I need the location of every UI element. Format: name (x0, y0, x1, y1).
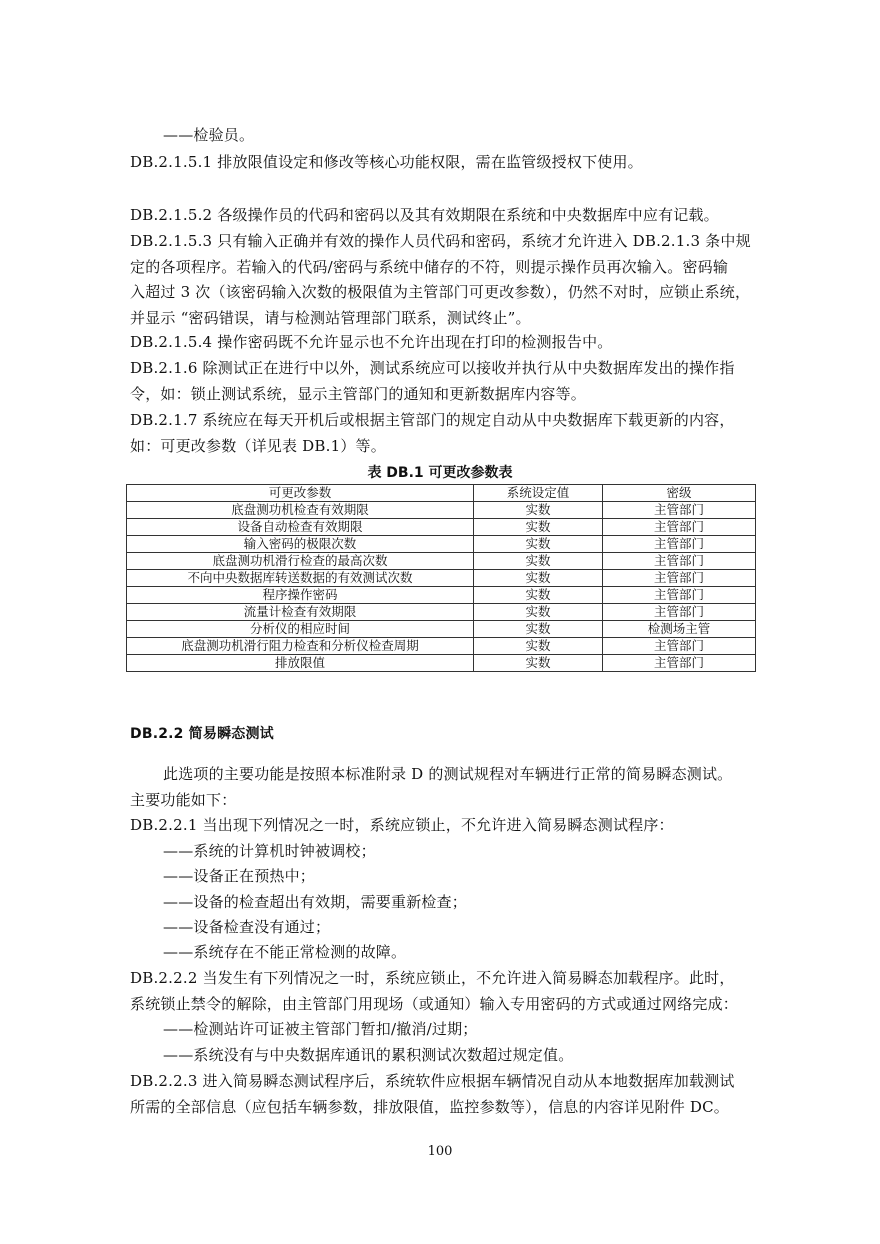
table-cell: 底盘测功机滑行阻力检查和分析仪检查周期 (127, 638, 474, 655)
paragraph-line: DB.2.2.1 当出现下列情况之一时，系统应锁止，不允许进入简易瞬态测试程序： (130, 816, 674, 834)
paragraph-line: 如：可更改参数（详见表 DB.1）等。 (130, 437, 386, 455)
table-cell: 底盘测功机滑行检查的最高次数 (127, 553, 474, 570)
table-cell: 主管部门 (603, 519, 756, 536)
table-cell: 主管部门 (603, 604, 756, 621)
parameters-table (126, 484, 756, 672)
table-row (127, 638, 756, 655)
table-cell: 实数 (474, 502, 603, 519)
table-cell: 实数 (474, 570, 603, 587)
table-cell: 主管部门 (603, 587, 756, 604)
table-cell: 实数 (474, 553, 603, 570)
table-row (127, 604, 756, 621)
list-item: ——系统的计算机时钟被调校； (163, 842, 376, 860)
table-row (127, 553, 756, 570)
paragraph-line: 主要功能如下： (130, 791, 237, 809)
table-cell: 主管部门 (603, 638, 756, 655)
section-heading: DB.2.2 简易瞬态测试 (130, 726, 274, 742)
table-cell: 检测场主管 (603, 621, 756, 638)
table-cell: 程序操作密码 (127, 587, 474, 604)
table-cell: 流量计检查有效期限 (127, 604, 474, 621)
table-cell: 实数 (474, 587, 603, 604)
paragraph-line: 入超过 3 次（该密码输入次数的极限值为主管部门可更改参数），仍然不对时，应锁止系统， (130, 283, 751, 301)
list-item: ——系统没有与中央数据库通讯的累积测试次数超过规定值。 (163, 1046, 574, 1064)
table-row (127, 519, 756, 536)
table-cell: 实数 (474, 536, 603, 553)
table-row (127, 621, 756, 638)
table-cell: 输入密码的极限次数 (127, 536, 474, 553)
paragraph-line: DB.2.2.2 当发生有下列情况之一时，系统应锁止，不允许进入简易瞬态加载程序。此时， (130, 969, 735, 987)
table-header-row (127, 485, 756, 502)
page-number: 100 (427, 1144, 453, 1159)
table-cell: 实数 (474, 655, 603, 672)
paragraph-line: 令，如：锁止测试系统，显示主管部门的通知和更新数据库内容等。 (130, 385, 587, 403)
paragraph-line: DB.2.1.5.1 排放限值设定和修改等核心功能权限，需在监管级授权下使用。 (130, 153, 643, 171)
paragraph-line: DB.2.1.5.2 各级操作员的代码和密码以及其有效期限在系统和中央数据库中应有记载。 (130, 206, 719, 224)
table-header-cell: 可更改参数 (127, 485, 474, 502)
paragraph-line: 定的各项程序。若输入的代码/密码与系统中储存的不符，则提示操作员再次输入。密码输 (130, 258, 729, 276)
table-caption: 表 DB.1 可更改参数表 (367, 465, 513, 481)
paragraph-line: 系统锁止禁令的解除，由主管部门用现场（或通知）输入专用密码的方式或通过网络完成： (130, 995, 739, 1013)
paragraph-line: DB.2.1.6 除测试正在进行中以外，测试系统应可以接收并执行从中央数据库发出的操作指 (130, 359, 735, 377)
list-item: ——设备的检查超出有效期，需要重新检查； (163, 893, 468, 911)
table-row (127, 587, 756, 604)
paragraph-line: 并显示 “密码错误，请与检测站管理部门联系，测试终止”。 (130, 309, 531, 327)
table-cell: 排放限值 (127, 655, 474, 672)
paragraph-line: DB.2.1.5.3 只有输入正确并有效的操作人员代码和密码，系统才允许进入 DB.2.1.3 条中规 (130, 232, 751, 250)
list-item: ——系统存在不能正常检测的故障。 (163, 943, 407, 961)
table-header-cell: 密级 (603, 485, 756, 502)
table-cell: 主管部门 (603, 553, 756, 570)
paragraph-line: DB.2.2.3 进入简易瞬态测试程序后，系统软件应根据车辆情况自动从本地数据库加载测试 (130, 1072, 735, 1090)
table-cell: 底盘测功机检查有效期限 (127, 502, 474, 519)
table-cell: 不向中央数据库转送数据的有效测试次数 (127, 570, 474, 587)
table-row (127, 570, 756, 587)
table-cell: 分析仪的相应时间 (127, 621, 474, 638)
list-item: ——检测站许可证被主管部门暂扣/撤消/过期； (163, 1020, 478, 1038)
table-header-cell: 系统设定值 (474, 485, 603, 502)
table-row (127, 502, 756, 519)
paragraph-line: 所需的全部信息（应包括车辆参数，排放限值，监控参数等），信息的内容详见附件 DC。 (130, 1098, 729, 1116)
table-row (127, 536, 756, 553)
table-cell: 设备自动检查有效期限 (127, 519, 474, 536)
table-cell: 主管部门 (603, 502, 756, 519)
paragraph-line: ——检验员。 (163, 126, 255, 144)
paragraph-line: DB.2.1.5.4 操作密码既不允许显示也不允许出现在打印的检测报告中。 (130, 333, 613, 351)
list-item: ——设备检查没有通过； (163, 918, 331, 936)
table-cell: 实数 (474, 621, 603, 638)
paragraph-line: 此选项的主要功能是按照本标准附录 D 的测试规程对车辆进行正常的简易瞬态测试。 (163, 765, 733, 783)
list-item: ——设备正在预热中； (163, 867, 316, 885)
table-cell: 实数 (474, 604, 603, 621)
paragraph-line: DB.2.1.7 系统应在每天开机后或根据主管部门的规定自动从中央数据库下载更新的内容， (130, 411, 735, 429)
table-cell: 实数 (474, 638, 603, 655)
table-cell: 主管部门 (603, 536, 756, 553)
table-cell: 主管部门 (603, 655, 756, 672)
table-row (127, 655, 756, 672)
table-cell: 主管部门 (603, 570, 756, 587)
table-cell: 实数 (474, 519, 603, 536)
